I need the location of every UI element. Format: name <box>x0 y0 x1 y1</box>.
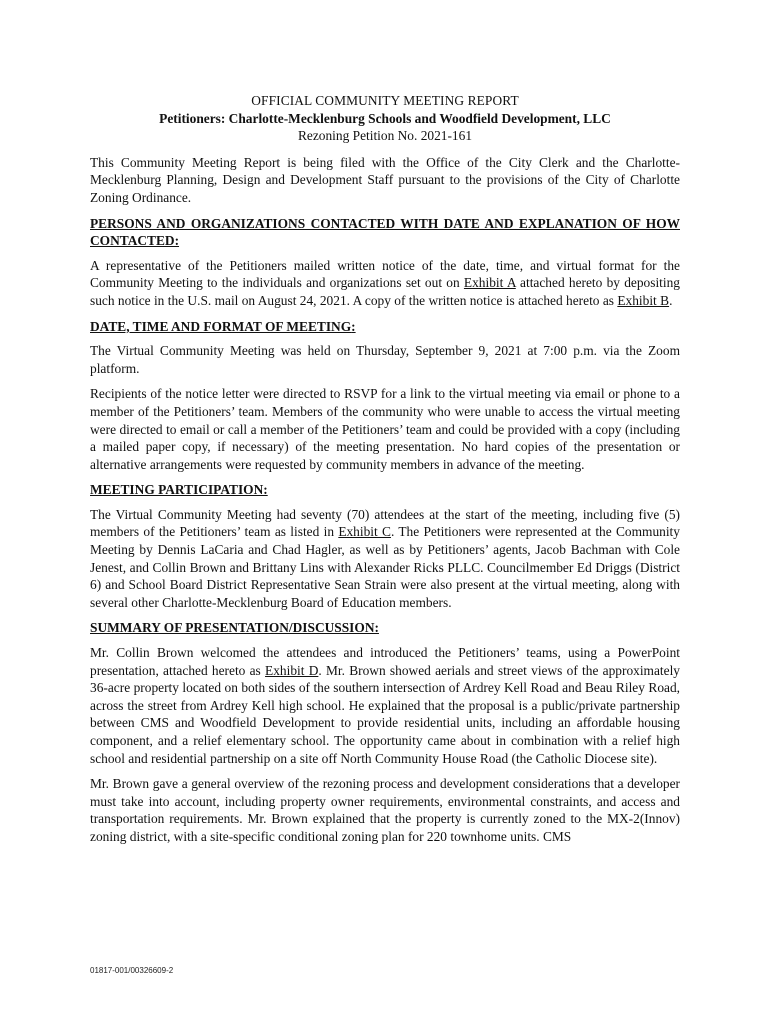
date-heading-colon: : <box>351 318 356 334</box>
summary-text-a: Mr. Collin Brown welcomed the attendees and introduced the Petitioners’ teams, using a PowerPoint presentation, attached hereto as <box>90 645 680 678</box>
exhibit-c-reference: Exhibit C <box>338 524 391 540</box>
contacted-text-b: attached hereto by depositing such notice in the U.S. mail on August 24, 2021. A copy of the written notice is attached hereto as <box>90 275 681 308</box>
contacted-paragraph <box>90 257 680 310</box>
date-paragraph-1: The Virtual Community Meeting was held on Thursday, September 9, 2021 at 7:00 p.m. via the Zoom platform. <box>90 343 680 376</box>
date-paragraph-2: Recipients of the notice letter were directed to RSVP for a link to the virtual meeting via email or phone to a member of the Petitioners’ team. Members of the community who were unable to access the virtual meeting were directed to email or call a member of the Petitioners’ team and could be provided with a copy (including a mailed paper copy, if necessary) of the meeting presentation. No hard copies of the presentation or alternative arrangements were requested by community members in advance of the meeting. <box>90 386 680 472</box>
report-title: OFFICIAL COMMUNITY MEETING REPORT <box>251 93 519 108</box>
section-heading-summary: SUMMARY OF PRESENTATION/DISCUSSION: <box>90 620 379 636</box>
exhibit-d-reference: Exhibit D <box>265 662 319 678</box>
summary-paragraph-1 <box>90 644 680 767</box>
participation-text-b: . The Petitioners were represented at the Community Meeting by Dennis LaCaria and Chad Hagler, as well as by Petitioners’ agents, Jacob Bachman with Cole Jenest, and Collin Brown and Brittany Lins with Alexander Ricks PLLC. Councilmember Ed Driggs (District 6) and School Board District Representative Sean Strain were also present at the virtual meeting, along with several other Charlotte-Mecklenburg Board of Education members. <box>90 524 680 610</box>
participation-paragraph <box>90 506 680 612</box>
intro-paragraph: This Community Meeting Report is being filed with the Office of the City Clerk and the Charlotte-Mecklenburg Planning, Design and Development Staff pursuant to the provisions of the City of Charlotte Zoning Ordinance. <box>90 154 680 205</box>
document-body <box>90 92 680 854</box>
participation-text-a: The Virtual Community Meeting had seventy (70) attendees at the start of the meeting, including five (5) members of the Petitioners’ team as listed in <box>90 506 680 540</box>
contacted-text-c: . <box>669 292 673 308</box>
document-id-footer: 01817-001/00326609-2 <box>90 966 174 975</box>
exhibit-a-reference: Exhibit A <box>463 275 516 291</box>
exhibit-b-reference: Exhibit B <box>617 292 670 308</box>
petitioners-line: Petitioners: Charlotte-Mecklenburg Schools and Woodfield Development, LLC <box>159 110 611 126</box>
petition-number: Rezoning Petition No. 2021-161 <box>297 128 473 144</box>
section-heading-date <box>90 318 680 336</box>
section-heading-contacted: PERSONS AND ORGANIZATIONS CONTACTED WITH DATE AND EXPLANATION OF HOW CONTACTED: <box>90 215 680 249</box>
date-heading-text: DATE, TIME AND FORMAT OF MEETING <box>90 318 352 334</box>
contacted-text-a: A representative of the Petitioners mailed written notice of the date, time, and virtual format for the Community Meeting to the individuals and organizations set out on <box>90 257 680 291</box>
summary-text-b: . Mr. Brown showed aerials and street views of the approximately 36-acre property located on both sides of the southern intersection of Ardrey Kell Road and Beau Riley Road, across the street from Ardrey Kell high school. He explained that the proposal is a public/private partnership between CMS and Woodfield Development to provide residential units, including an affordable housing component, and a relief elementary school. The opportunity came about in combination with a relief high school and residential partnership on a site off North Community House Road (the Catholic Diocese site). <box>90 662 680 766</box>
summary-paragraph-2: Mr. Brown gave a general overview of the rezoning process and development considerations that a developer must take into account, including property owner requirements, environmental constraints, and access and transportation requirements. Mr. Brown explained that the property is currently zoned to the MX-2(Innov) zoning district, with a site-specific conditional zoning plan for 220 townhome units. CMS <box>90 776 680 844</box>
section-heading-participation: MEETING PARTICIPATION: <box>90 482 268 498</box>
